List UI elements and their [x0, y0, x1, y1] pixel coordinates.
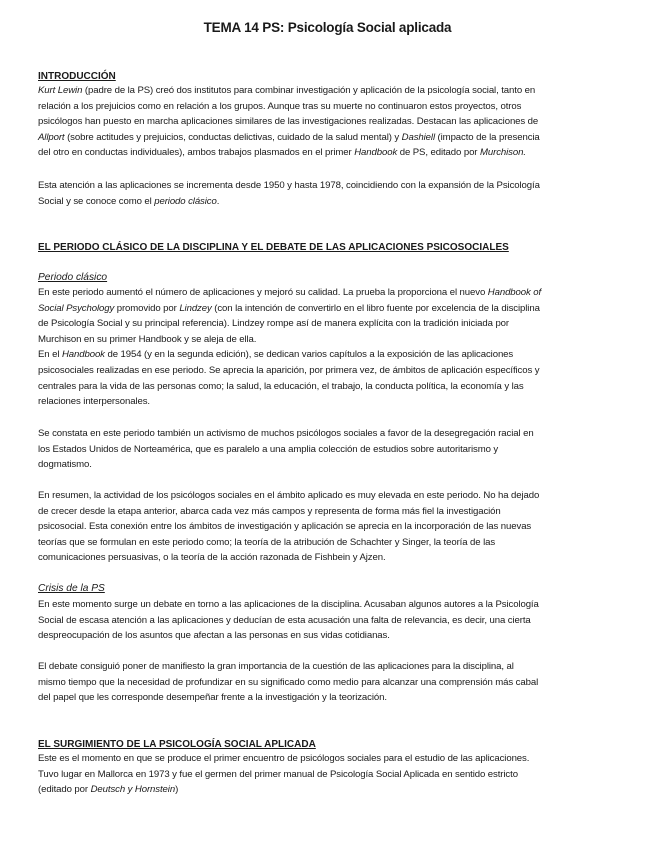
text-run: ): [175, 784, 179, 796]
paragraph: [38, 178, 618, 209]
text-run: (editado por: [38, 784, 91, 796]
text-run: Este es el momento en que se produce el primer encuentro de psicólogos sociales para el estudio de las aplicaciones.: [38, 753, 530, 764]
text-line: [38, 457, 618, 473]
text-run: dogmatismo.: [38, 459, 92, 471]
text-line: [38, 442, 618, 458]
text-line: [38, 504, 618, 520]
text-line: [38, 628, 618, 644]
text-line: [38, 597, 618, 613]
paragraph: [38, 285, 618, 410]
text-run: Dashiell: [401, 131, 435, 143]
text-run: de crecer desde la etapa anterior, abarca cada vez más campos y representa de forma más fiel la investigación: [38, 505, 501, 517]
text-run: Tuvo lugar en Mallorca en 1973 y fue el germen del primer manual de Psicología Social Aplicada en sentido estricto: [38, 768, 518, 780]
text-run: Deutsch y Hornstein: [90, 784, 176, 796]
text-line: [38, 332, 618, 348]
text-line: [38, 114, 618, 130]
text-line: [38, 613, 618, 629]
text-run: Social de escasa atención a las aplicaciones y deducían de esta acusación una falta de relevancia, es decir, una cierta: [38, 614, 531, 626]
text-run: Handbook of: [487, 287, 542, 298]
text-line: [38, 519, 618, 535]
text-run: relaciones interpersonales.: [38, 396, 150, 408]
text-run: centrales para la vida de las personas como; la salud, la educación, el trabajo, la conducta política, la economía y las: [38, 380, 524, 392]
paragraph: [38, 83, 618, 161]
text-run: los Estados Unidos de Norteamérica, que es paralelo a una amplia colección de estudios sobre autoritarismo y: [38, 443, 499, 455]
text-run: En este periodo aumentó el número de aplicaciones y mejoró su calidad. La prueba la proporciona el nuevo: [38, 287, 488, 298]
text-run: de 1954 (y en la segunda edición), se dedican varios capítulos a la exposición de las aplicaciones: [104, 349, 514, 361]
text-run: Allport: [38, 131, 65, 143]
text-run: (con la intención de convertirlo en el libro fuente por excelencia de la disciplina: [211, 302, 540, 314]
text-line: [38, 285, 618, 301]
text-run: (padre de la PS) creó dos institutos para combinar investigación y aplicación de la psicología social, tanto en: [82, 85, 536, 96]
text-run: Murchison.: [479, 147, 526, 159]
document-title: TEMA 14 PS: Psicología Social aplicada: [203, 20, 452, 35]
text-run: Kurt Lewin: [38, 85, 83, 96]
paragraph: [38, 488, 618, 566]
text-line: [38, 394, 618, 410]
text-run: (impacto de la presencia: [434, 131, 540, 143]
text-run: Social y se conoce como el: [38, 195, 155, 207]
text-line: [38, 751, 618, 767]
text-run: El debate consiguió poner de manifiesto la gran importancia de la cuestión de las aplicaciones para la disciplina, al: [38, 661, 514, 672]
text-run: Esta atención a las aplicaciones se incrementa desde 1950 y hasta 1978, coincidiendo con la expansión de la Psicología: [38, 180, 540, 191]
text-line: [38, 83, 618, 99]
text-run: En resumen, la actividad de los psicólogos sociales en el ámbito aplicado es muy elevada en este periodo. No ha dejado: [38, 490, 540, 501]
text-run: periodo clásico: [154, 195, 217, 207]
text-run: relación a los prejuicios como en relación a los grupos. Aunque tras su muerte no continuaron estos proyectos, otros: [38, 100, 522, 112]
paragraph: [38, 597, 618, 644]
text-line: [38, 550, 618, 566]
text-line: [38, 379, 618, 395]
text-line: [38, 488, 618, 504]
subsection-heading-periodo-clasico: Periodo clásico: [38, 272, 108, 283]
text-line: [38, 301, 618, 317]
paragraph: [38, 426, 618, 473]
text-run: Handbook: [354, 147, 398, 159]
text-line: [38, 426, 618, 442]
text-run: psicosocial. Esta conexión entre los ámbitos de investigación y aplicación se aprecia en la incorporación de las nuevas: [38, 521, 532, 533]
text-run: Handbook: [61, 349, 105, 361]
text-run: promovido por: [114, 302, 180, 314]
paragraph: [38, 659, 618, 706]
text-run: Lindzey: [179, 302, 212, 314]
text-line: [38, 535, 618, 551]
text-run: teorías que se formulan en este periodo como; la teoría de la atribución de Schachter y Singer, la teoría de las: [38, 536, 496, 548]
text-line: [38, 178, 618, 194]
text-line: [38, 145, 618, 161]
section-heading-introduccion: INTRODUCCIÓN: [38, 71, 116, 82]
text-run: comunicaciones persuasivas, o la teoría de la acción razonada de Fishbein y Ajzen.: [38, 552, 386, 564]
text-line: [38, 363, 618, 379]
section-heading-periodo-clasico: EL PERIODO CLÁSICO DE LA DISCIPLINA Y EL DEBATE DE LAS APLICACIONES PSICOSOCIALES: [38, 242, 509, 253]
section-heading-surgimiento: EL SURGIMIENTO DE LA PSICOLOGÍA SOCIAL APLICADA: [38, 739, 316, 750]
text-run: de PS, editado por: [397, 147, 480, 159]
text-line: [38, 782, 618, 798]
text-line: [38, 347, 618, 363]
text-run: del papel que les corresponde desempeñar frente a la investigación y la teorización.: [38, 692, 387, 704]
text-run: Se constata en este periodo también un activismo de muchos psicólogos sociales a favor de la desegregación racial en: [38, 428, 534, 439]
text-line: [38, 767, 618, 783]
text-run: (sobre actitudes y prejuicios, conductas delictivas, cuidado de la salud mental) y: [64, 131, 402, 143]
text-run: de Psicología Social y su principal referencia). Lindzey rompe así de manera explícita con la tradición iniciada por: [38, 318, 510, 330]
text-line: [38, 130, 618, 146]
text-run: psicosociales realizadas en ese periodo. Se aprecia la aparición, por primera vez, de ámbitos de aplicación específicos y: [38, 364, 540, 376]
text-run: Social Psychology: [38, 302, 115, 314]
paragraph: [38, 751, 618, 798]
text-line: [38, 99, 618, 115]
text-run: del otro en conductas individuales), ambos trabajos plasmados en el primer: [38, 147, 355, 159]
text-run: psicólogos han puesto en marcha aplicaciones similares de las investigaciones realizadas. Destacan las aplicaciones de: [38, 116, 539, 128]
text-run: Murchison en su primer Handbook y se aleja de ella.: [38, 333, 257, 345]
text-run: .: [216, 195, 220, 207]
text-run: mismo tiempo que la necesidad de profundizar en su significado como medio para alcanzar una comprensión más cabal: [38, 676, 539, 688]
text-run: En el: [38, 349, 62, 361]
subsection-heading-crisis-ps: Crisis de la PS: [38, 583, 105, 594]
text-run: En este momento surge un debate en torno a las aplicaciones de la disciplina. Acusaban algunos autores a la Psicología: [38, 599, 539, 610]
text-line: [38, 690, 618, 706]
text-line: [38, 194, 618, 210]
text-line: [38, 659, 618, 675]
text-line: [38, 675, 618, 691]
text-line: [38, 316, 618, 332]
text-run: despreocupación de los asuntos que afectan a las personas en sus vidas cotidianas.: [38, 630, 390, 642]
